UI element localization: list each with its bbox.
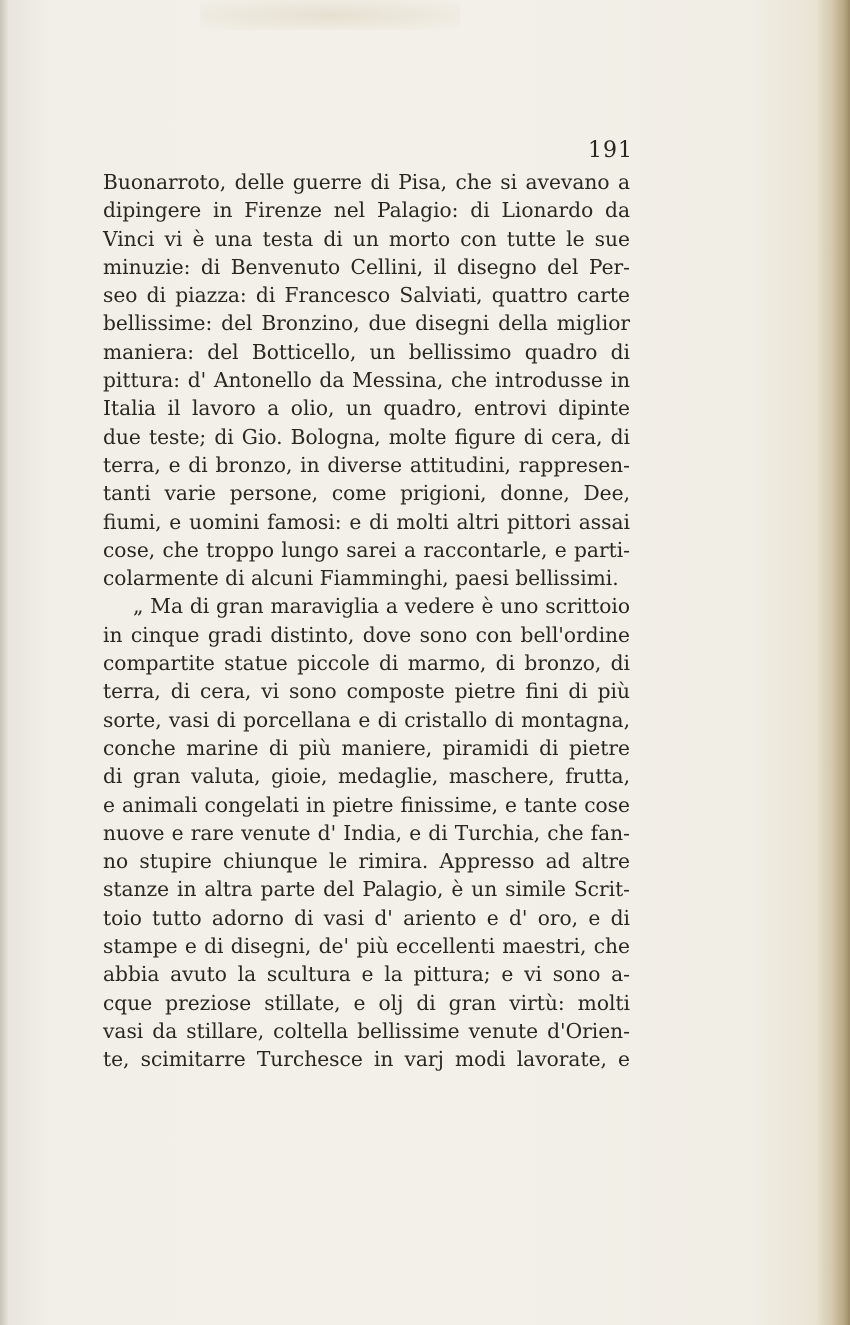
text-line: nuove e rare venute d' India, e di Turchia, che fan- [103, 820, 630, 845]
text-line: cose, che troppo lungo sarei a raccontarle, e parti- [103, 537, 630, 562]
text-line: abbia avuto la scultura e la pittura; e vi sono a- [103, 962, 630, 987]
text-line: Buonarroto, delle guerre di Pisa, che si avevano a [103, 170, 630, 194]
page-left-edge [0, 0, 8, 1325]
page-number: 191 [588, 138, 633, 163]
text-line: vasi da stillare, coltella bellissime venute d'Orien- [103, 1018, 630, 1043]
text-line: bellissime: del Bronzino, due disegni della miglior [103, 311, 630, 336]
body-text [103, 168, 630, 1074]
text-line-paragraph-start: „ Ma di gran maraviglia a vedere è uno scrittoio [133, 594, 630, 619]
text-line: fiumi, e uomini famosi: e di molti altri pittori assai [103, 509, 630, 534]
text-line: toio tutto adorno di vasi d' ariento e d' oro, e di [103, 905, 630, 930]
text-line: stampe e di disegni, de' più eccellenti maestri, che [103, 934, 630, 959]
text-line: sorte, vasi di porcellana e di cristallo di montagna, [103, 707, 630, 732]
text-line-paragraph-end: colarmente di alcuni Fiamminghi, paesi bellissimi. [103, 566, 619, 591]
page-right-edge-worn [816, 0, 850, 1325]
text-line: dipingere in Firenze nel Palagio: di Lionardo da [103, 198, 630, 223]
text-line: pittura: d' Antonello da Messina, che introdusse in [103, 368, 630, 393]
text-line: e animali congelati in pietre finissime, e tante cose [103, 792, 630, 817]
text-line: compartite statue piccole di marmo, di bronzo, di [103, 651, 630, 676]
text-line: di gran valuta, gioie, medaglie, maschere, frutta, [103, 764, 630, 789]
text-line: Vinci vi è una testa di un morto con tutte le sue [103, 226, 630, 251]
text-line: due teste; di Gio. Bologna, molte figure di cera, di [103, 424, 630, 449]
text-line: conche marine di più maniere, piramidi di pietre [103, 735, 630, 760]
text-line: terra, e di bronzo, in diverse attitudini, rappresen- [103, 452, 630, 477]
text-line: no stupire chiunque le rimira. Appresso ad altre [103, 849, 630, 874]
text-line: maniera: del Botticello, un bellissimo quadro di [103, 339, 630, 364]
text-line: terra, di cera, vi sono composte pietre fini di più [103, 679, 630, 704]
text-line: te, scimitarre Turchesce in varj modi lavorate, e [103, 1047, 630, 1072]
text-line: seo di piazza: di Francesco Salviati, quattro carte [103, 283, 630, 308]
text-line: Italia il lavoro a olio, un quadro, entrovi dipinte [103, 396, 630, 421]
text-line: in cinque gradi distinto, dove sono con bell'ordine [103, 622, 630, 647]
text-line: cque preziose stillate, e olj di gran virtù: molti [103, 990, 630, 1015]
text-line: minuzie: di Benvenuto Cellini, il disegno del Per- [103, 254, 630, 279]
paper-stain [200, 0, 460, 30]
text-line: tanti varie persone, come prigioni, donne, Dee, [103, 481, 630, 506]
text-line: stanze in altra parte del Palagio, è un simile Scrit- [103, 877, 630, 902]
